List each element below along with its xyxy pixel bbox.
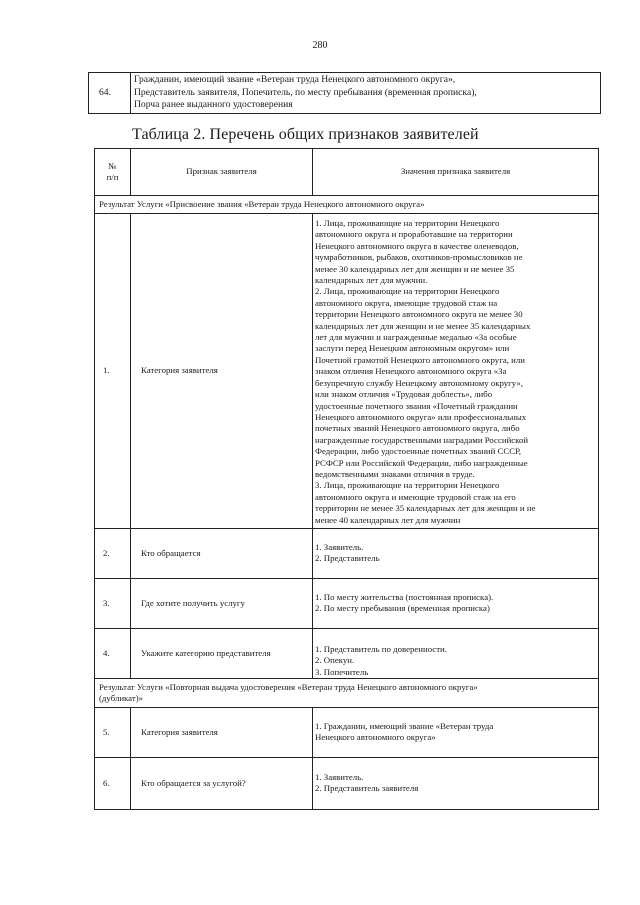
row-values: 1. Гражданин, имеющий звание «Ветеран труда Ненецкого автономного округа» <box>313 707 599 757</box>
table-title: Таблица 2. Перечень общих признаков заявителей <box>132 126 479 143</box>
row-sign: Кто обращается <box>131 528 313 578</box>
table-row <box>95 628 599 678</box>
row-number: 5. <box>95 707 131 757</box>
row-number: 2. <box>95 528 131 578</box>
header-values: Значения признака заявителя <box>313 149 599 196</box>
page-number: 280 <box>312 40 328 51</box>
row-sign: Кто обращается за услугой? <box>131 757 313 809</box>
text-line: Представитель заявителя, Попечитель, по месту пребывания (временная прописка), <box>134 86 477 98</box>
section-row <box>95 678 599 707</box>
row-number: 1. <box>95 214 131 529</box>
row-values: 1. Заявитель. 2. Представитель заявителя <box>313 757 599 809</box>
text-line: Порча ранее выданного удостоверения <box>134 99 293 111</box>
row-number: 3. <box>95 578 131 628</box>
row-number: 6. <box>95 757 131 809</box>
row-sign: Где хотите получить услугу <box>131 578 313 628</box>
row-values: 1. Лица, проживающие на территории Ненецкого автономного округа и проработавшие на территории Ненецкого автономного округа в качестве оленеводов, чумработников, рыбаков, охотников-промысловиков не менее 30 календарных лет для женщин и не менее 35 календарных лет для мужчин. 2. Лица, проживающие на территории Ненецкого автономного округа, имеющие трудовой стаж на территории Ненецкого автономного округа не менее 30 календарных лет для женщин и не менее 35 календарных лет для мужчин и награжденные медалью «За особые заслуги перед Ненецким автономным округом» или Почетной грамотой Ненецкого автономного округа, или знаком отличия Ненецкого автономного округа «За безупречную службу Ненецкому автономному округу», или знаком отличия «Трудовая доблесть», либо удостоенные почетного звания «Почетный гражданин Ненецкого автономного округа» или профессиональных почетных званий Ненецкого автономного округа, либо награжденные государственными наградами Российской Федерации, либо удостоенные почетных званий СССР, РСФСР или Российской Федерации, либо награжденные ведомственными знаками отличия в труде. 3. Лица, проживающие на территории Ненецкого автономного округа и имеющие трудовой стаж на его территории не менее 35 календарных лет для женщин и не менее 40 календарных лет для мужчин <box>313 214 599 529</box>
row-values: 1. По месту жительства (постоянная прописка). 2. По месту пребывания (временная прописка) <box>313 578 599 628</box>
table-row <box>95 578 599 628</box>
row-number: 4. <box>95 628 131 678</box>
applicant-features-table <box>94 148 599 810</box>
row-values: 1. Заявитель. 2. Представитель <box>313 528 599 578</box>
table-row <box>95 528 599 578</box>
table-row <box>95 214 599 529</box>
table-row <box>95 757 599 809</box>
section-title: Результат Услуги «Присвоение звания «Ветеран труда Ненецкого автономного округа» <box>95 196 599 214</box>
header-num: № п/п <box>95 149 131 196</box>
table-row <box>95 707 599 757</box>
row-sign: Категория заявителя <box>131 707 313 757</box>
table-header-row <box>95 149 599 196</box>
row-sign: Категория заявителя <box>131 214 313 529</box>
text-line: Гражданин, имеющий звание «Ветеран труда Ненецкого автономного округа», <box>134 74 456 85</box>
section-row <box>95 196 599 214</box>
row-values: 1. Представитель по доверенности. 2. Опекун. 3. Попечитель <box>313 628 599 678</box>
header-sign: Признак заявителя <box>131 149 313 196</box>
table-row <box>89 73 601 114</box>
previous-table-fragment <box>88 72 601 114</box>
section-title: Результат Услуги «Повторная выдача удостоверения «Ветеран труда Ненецкого автономного округа» (дубликат)» <box>95 678 599 707</box>
row-number: 64. <box>89 73 131 114</box>
row-text <box>131 73 601 114</box>
row-sign: Укажите категорию представителя <box>131 628 313 678</box>
